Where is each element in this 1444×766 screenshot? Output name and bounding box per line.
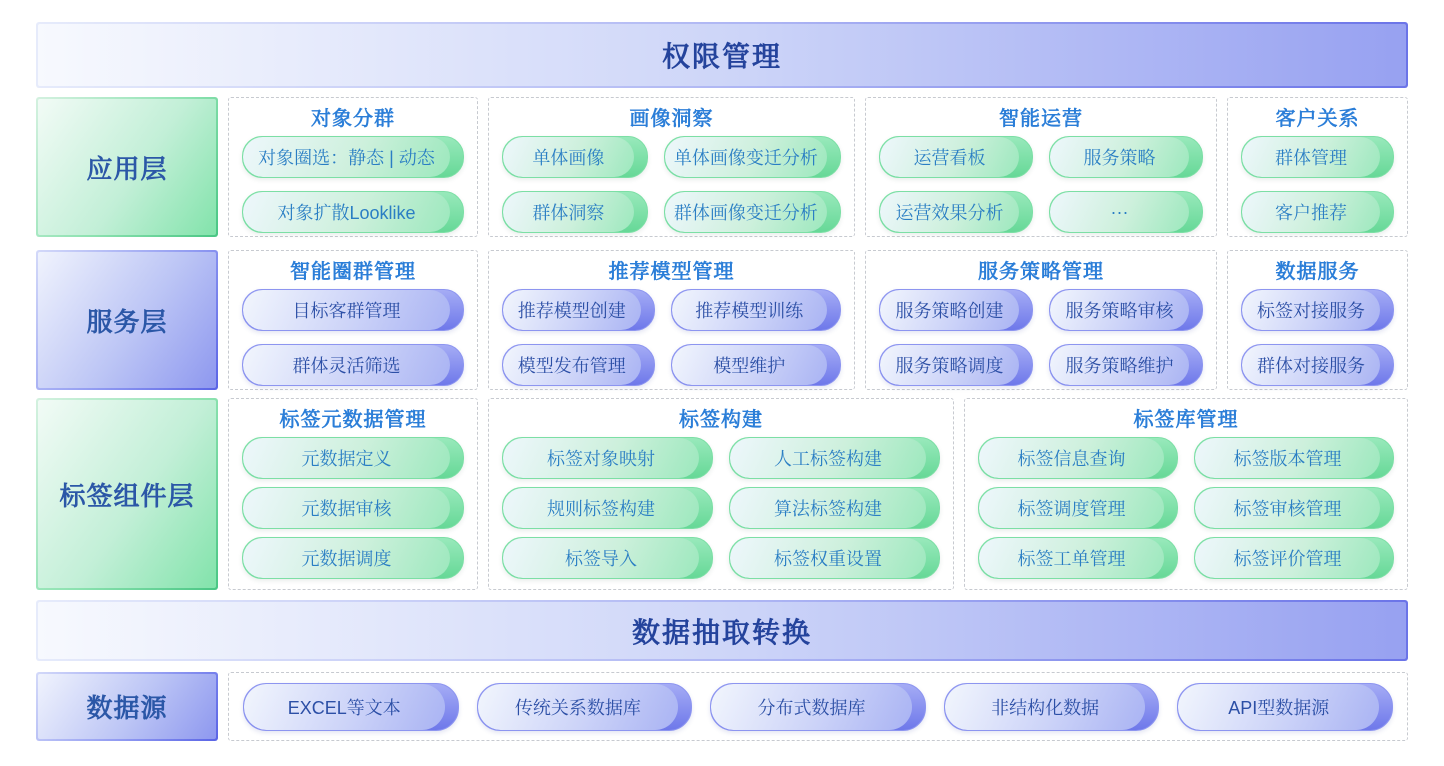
group-title-smart-operation: 智能运营	[999, 108, 1083, 130]
etl-banner	[36, 600, 1408, 661]
pill	[1049, 191, 1203, 233]
pill-grid	[242, 136, 464, 233]
pill	[502, 537, 713, 579]
pill	[477, 683, 693, 731]
groups	[228, 97, 1408, 237]
pill-label: 推荐模型训练	[695, 301, 804, 321]
pill-label: 客户推荐	[1275, 203, 1347, 223]
permission-banner	[36, 22, 1408, 88]
pill-label: 分布式数据库	[757, 697, 866, 718]
pill	[978, 437, 1178, 479]
layers-container	[36, 97, 1408, 590]
layer-service-layer	[36, 250, 1408, 390]
pill-label: 标签工单管理	[1017, 549, 1126, 569]
group-title-object-grouping: 对象分群	[311, 108, 395, 130]
pill-label: 标签评价管理	[1233, 549, 1342, 569]
groups	[228, 398, 1408, 590]
pill	[664, 191, 841, 233]
pill	[502, 344, 655, 386]
pill-label: 标签信息查询	[1017, 449, 1126, 469]
layer-label-service-layer	[36, 250, 218, 390]
group-customer-relation	[1227, 97, 1408, 237]
pill	[729, 437, 940, 479]
pill-label: 标签调度管理	[1017, 499, 1126, 519]
etl-banner-body	[38, 602, 1406, 659]
pill-label: 人工标签构建	[774, 449, 882, 469]
pill	[671, 344, 841, 386]
group-smart-cluster-management	[228, 250, 478, 390]
pill	[242, 191, 464, 233]
datasource-row-container	[36, 672, 1408, 741]
pill	[664, 136, 841, 178]
layer-label-app-layer	[36, 97, 218, 237]
pill-label: 单体画像变迁分析	[673, 148, 818, 168]
pill-grid	[502, 437, 940, 579]
pill-label: 推荐模型创建	[517, 301, 626, 321]
pill	[1241, 136, 1394, 178]
pill-label: 模型发布管理	[517, 356, 626, 376]
pill	[1049, 136, 1203, 178]
pill	[1049, 289, 1203, 331]
pill-label: 单体画像	[532, 148, 605, 168]
group-tag-construction	[488, 398, 954, 590]
pill-grid	[978, 437, 1394, 579]
pill	[729, 537, 940, 579]
pill-label: 标签对接服务	[1257, 301, 1365, 321]
pill-label: 群体洞察	[532, 203, 605, 223]
pill-label: 群体灵活筛选	[292, 356, 401, 376]
group-title-tag-library-management: 标签库管理	[1133, 409, 1239, 431]
pill-grid	[502, 136, 841, 233]
pill	[879, 136, 1033, 178]
pill	[879, 191, 1033, 233]
pill-grid	[502, 289, 841, 386]
pill	[710, 683, 926, 731]
group-tag-library-management	[964, 398, 1408, 590]
pill	[242, 136, 464, 178]
pill	[243, 683, 459, 731]
pill	[502, 289, 655, 331]
pill	[1194, 487, 1394, 529]
layer-label-body	[38, 400, 216, 588]
group-title-smart-cluster-management: 智能圈群管理	[290, 261, 416, 283]
pill-label: 非结构化数据	[991, 697, 1100, 718]
layer-label-text: 数据源	[86, 693, 168, 723]
group-object-grouping	[228, 97, 478, 237]
group-data-source	[228, 672, 1408, 741]
pill-label: 标签审核管理	[1233, 499, 1342, 519]
pill	[1241, 344, 1394, 386]
pill	[1241, 191, 1394, 233]
pill-label: 服务策略创建	[895, 301, 1004, 321]
pill-label: 传统关系数据库	[514, 697, 641, 718]
layer-app-layer	[36, 97, 1408, 237]
pill	[1241, 289, 1394, 331]
pill	[729, 487, 940, 529]
group-title-customer-relation: 客户关系	[1275, 108, 1360, 130]
layer-label-tag-component-layer	[36, 398, 218, 590]
pill	[242, 487, 464, 529]
layer-label-body	[38, 674, 216, 739]
group-smart-operation	[865, 97, 1217, 237]
pill-label: 标签权重设置	[774, 549, 882, 569]
group-title-recommend-model-management: 推荐模型管理	[608, 261, 735, 283]
permission-banner-body	[38, 24, 1406, 86]
pill	[502, 487, 713, 529]
pill-grid	[242, 289, 464, 386]
pill-label: 服务策略调度	[895, 356, 1004, 376]
layer-label-text: 标签组件层	[59, 480, 195, 511]
pill	[671, 289, 841, 331]
pill	[1194, 437, 1394, 479]
pill-label: ···	[1110, 201, 1129, 222]
pill-label: 群体画像变迁分析	[673, 203, 818, 223]
group-title-service-strategy-management: 服务策略管理	[978, 261, 1104, 283]
layer-label-text: 服务层	[86, 306, 168, 337]
pill-label: 元数据审核	[301, 499, 392, 519]
pill	[242, 289, 464, 331]
pill-label: EXCEL等文本	[287, 697, 401, 718]
pill-label: 群体对接服务	[1257, 356, 1365, 376]
pill-label: 服务策略	[1083, 148, 1156, 168]
pill-label: 运营看板	[913, 148, 986, 168]
layer-datasource-layer	[36, 672, 1408, 741]
pill	[944, 683, 1160, 731]
pill-grid	[243, 673, 1393, 740]
permission-banner-label: 权限管理	[661, 41, 782, 72]
groups	[228, 672, 1408, 741]
pill	[502, 191, 648, 233]
pill-label: 规则标签构建	[547, 499, 655, 519]
pill-label: 服务策略审核	[1065, 301, 1174, 321]
layer-label-datasource-layer	[36, 672, 218, 741]
pill-label: API型数据源	[1228, 697, 1330, 718]
pill	[242, 537, 464, 579]
pill-grid	[1241, 136, 1394, 233]
pill-label: 标签版本管理	[1233, 449, 1342, 469]
pill-label: 标签导入	[565, 549, 637, 569]
group-recommend-model-management	[488, 250, 855, 390]
pill-grid	[879, 136, 1203, 233]
group-tag-metadata-management	[228, 398, 478, 590]
group-service-strategy-management	[865, 250, 1217, 390]
pill-label: 元数据调度	[301, 549, 392, 569]
pill-grid	[242, 437, 464, 579]
pill-grid	[1241, 289, 1394, 386]
layer-label-text: 应用层	[86, 153, 168, 184]
pill-label: 模型维护	[713, 356, 786, 376]
pill-grid	[879, 289, 1203, 386]
pill	[242, 344, 464, 386]
pill-label: 算法标签构建	[774, 499, 882, 519]
pill	[879, 344, 1033, 386]
pill-label: 对象扩散Looklike	[277, 203, 416, 223]
pill	[978, 487, 1178, 529]
pill	[502, 437, 713, 479]
pill-label: 元数据定义	[301, 449, 392, 469]
pill-label: 标签对象映射	[547, 449, 655, 469]
pill	[978, 537, 1178, 579]
group-data-service	[1227, 250, 1408, 390]
pill-label: 对象圈选：静态 | 动态	[258, 148, 435, 168]
group-title-profile-insight: 画像洞察	[629, 108, 714, 130]
pill	[242, 437, 464, 479]
group-title-tag-construction: 标签构建	[679, 409, 763, 431]
group-title-tag-metadata-management: 标签元数据管理	[279, 409, 427, 431]
pill	[1194, 537, 1394, 579]
pill-label: 服务策略维护	[1065, 356, 1174, 376]
pill-label: 目标客群管理	[292, 301, 401, 321]
etl-banner-label: 数据抽取转换	[631, 616, 812, 648]
group-profile-insight	[488, 97, 855, 237]
group-title-data-service: 数据服务	[1275, 261, 1360, 283]
pill	[879, 289, 1033, 331]
pill	[1177, 683, 1393, 731]
pill	[502, 136, 648, 178]
layer-label-body	[38, 252, 216, 388]
pill	[1049, 344, 1203, 386]
pill-label: 运营效果分析	[895, 203, 1004, 223]
layer-label-body	[38, 99, 216, 235]
pill-label: 群体管理	[1275, 148, 1347, 168]
groups	[228, 250, 1408, 390]
layer-tag-component-layer	[36, 398, 1408, 590]
